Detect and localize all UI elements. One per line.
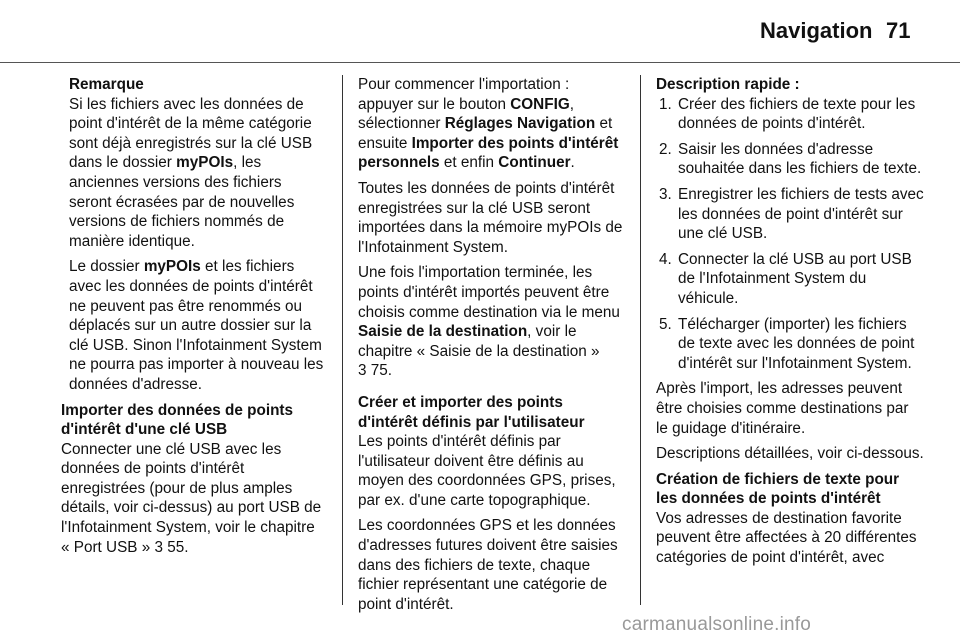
text: et ensuite	[358, 115, 613, 152]
text: Si les fichiers avec les données de point d'intérêt de la même catégorie sont déjà enregistrés sur la clé USB dans le dossier	[69, 95, 313, 172]
text: Le dossier	[69, 258, 144, 276]
page-number: 71	[886, 18, 911, 43]
note-paragraph-1	[69, 95, 327, 252]
paragraph-favorite-destinations: Vos adresses de destination favorite peuvent être affectées à 20 différentes catégories de point d'intérêt, avec	[656, 509, 917, 567]
text: Une fois l'importation terminée, les points d'intérêt importés peuvent être choisis comme destination via le menu	[358, 264, 620, 321]
note-paragraph-2	[69, 257, 327, 394]
list-item	[656, 95, 924, 134]
page-title: Navigation	[760, 18, 873, 43]
column-divider-2	[640, 75, 641, 605]
list-item	[656, 250, 924, 309]
list-item	[656, 315, 924, 374]
list-item	[656, 140, 924, 179]
paragraph-after-import: Après l'import, les adresses peuvent être choisies comme destinations par le guidage d'itinéraire.	[656, 380, 909, 437]
text: .	[570, 154, 575, 172]
note-block	[61, 75, 327, 395]
step-number: 4.	[659, 250, 672, 268]
section-text-import-usb	[61, 440, 327, 558]
step-text: Créer des fichiers de texte pour les données de points d'intérêt.	[678, 95, 916, 133]
column-2	[358, 75, 624, 620]
column-3	[656, 75, 924, 574]
text: et enfin	[439, 154, 499, 172]
text: Pour commencer l'importation : appuyer sur le bouton	[358, 76, 570, 113]
paragraph-start-import	[358, 75, 624, 173]
section-title-import-usb: Importer des données de points d'intérêt d'une clé USB	[61, 401, 294, 439]
paragraph-after-import	[358, 263, 624, 381]
watermark: carmanualsonline.info	[622, 614, 812, 635]
menu-term: Saisie de la destination	[358, 323, 528, 341]
section-title-create-text-files: Création de fichiers de texte pour les données de points d'intérêt	[656, 470, 900, 508]
paragraph-user-poi: Les points d'intérêt définis par l'utilisateur doivent être définis au moyen des coordonnées GPS, prises, par ex. d'une carte topographique.	[358, 433, 616, 509]
list-item	[656, 185, 924, 244]
menu-term: Réglages Navigation	[444, 115, 596, 133]
text: et les fichiers avec les données de points d'intérêt ne peuvent pas être renommés ou déplacés sur un autre dossier sur la clé USB. Sinon l'Infotainment System ne pourra pas importer à nouveau les données d'adresse.	[69, 258, 324, 393]
paragraph-gps-coords: Les coordonnées GPS et les données d'adresses futures doivent être saisies dans des fichiers de texte, chaque fichier représentant une catégorie de point d'intérêt.	[358, 517, 618, 613]
text: , sélectionner	[358, 95, 574, 133]
folder-name: myPOIs	[143, 258, 201, 276]
quick-description-title: Description rapide :	[656, 76, 800, 93]
page-header	[0, 14, 960, 54]
menu-term: Importer des points d'intérêt personnels	[358, 134, 619, 172]
folder-name: myPOIs	[176, 154, 234, 172]
text: , les anciennes versions des fichiers seront écrasées par de nouvelles versions de fichiers nommés de manière identique.	[69, 154, 295, 250]
step-number: 3.	[659, 185, 672, 203]
column-divider-1	[342, 75, 343, 605]
step-number: 2.	[659, 140, 672, 158]
menu-term: CONFIG	[510, 95, 570, 113]
header-rule	[0, 62, 960, 63]
menu-term: Continuer	[498, 154, 571, 172]
step-text: Saisir les données d'adresse souhaitée dans les fichiers de texte.	[678, 140, 922, 178]
paragraph-all-data: Toutes les données de points d'intérêt enregistrées sur la clé USB seront importées dans la mémoire myPOIs de l'Infotainment System.	[358, 179, 623, 256]
column-1	[61, 75, 327, 563]
paragraph-detailed-desc: Descriptions détaillées, voir ci-dessous.	[656, 445, 924, 463]
text: , voir le chapitre « Saisie de la destination »	[358, 323, 600, 360]
quick-steps-list	[656, 95, 924, 374]
page-ref: 75.	[366, 362, 393, 380]
text: Connecter une clé USB avec les données de points d'intérêt enregistrées (pour de plus amples détails, voir ci-dessus) au port USB de l'Infotainment System, voir le chapitre « Port USB »	[61, 440, 322, 556]
note-title: Remarque	[69, 76, 144, 93]
page-ref: 55.	[163, 538, 189, 556]
section-title-create-import: Créer et importer des points d'intérêt définis par l'utilisateur	[358, 393, 585, 431]
arrow-ref-icon: 3	[154, 538, 164, 556]
arrow-ref-icon: 3	[358, 362, 367, 380]
step-text: Télécharger (importer) les fichiers de texte avec les données de point d'intérêt sur l'Infotainment System.	[678, 315, 915, 372]
step-text: Connecter la clé USB au port USB de l'Infotainment System du véhicule.	[678, 250, 912, 307]
step-number: 1.	[659, 95, 672, 113]
step-text: Enregistrer les fichiers de tests avec les données de point d'intérêt sur une clé USB.	[678, 185, 924, 243]
step-number: 5.	[659, 315, 672, 333]
